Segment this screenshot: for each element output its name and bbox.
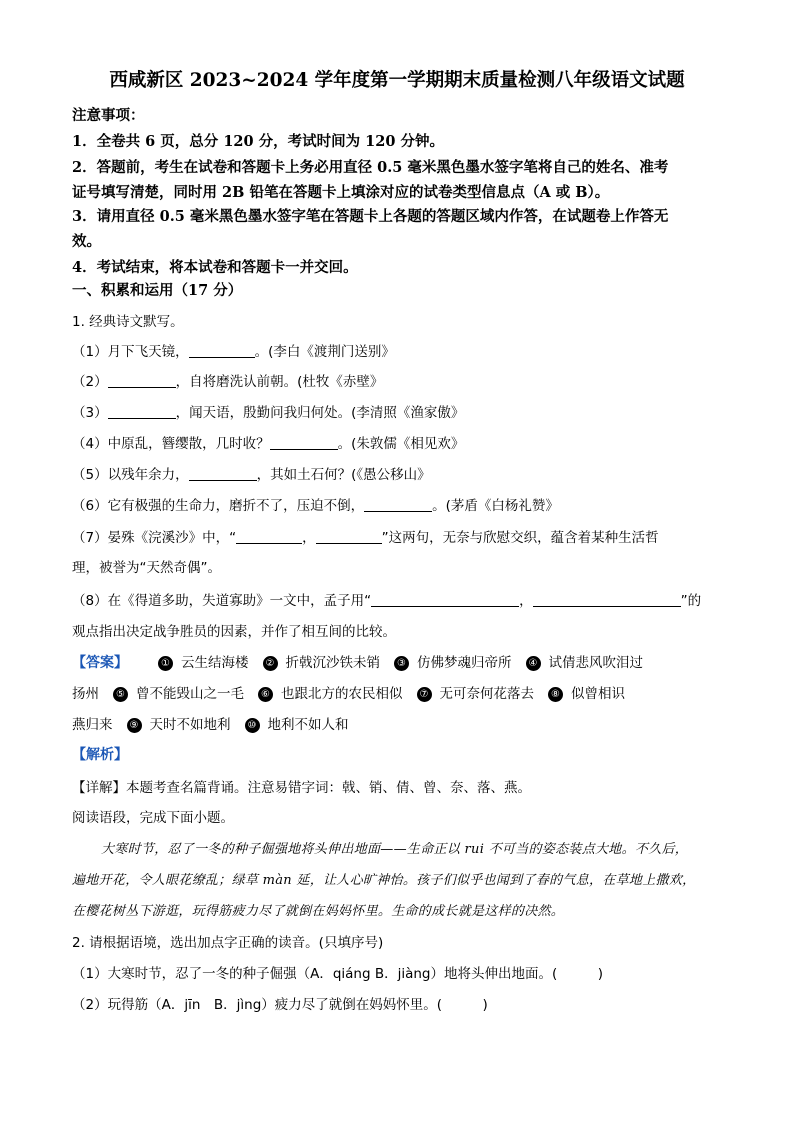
answer-item: 云生结海楼: [181, 655, 249, 671]
answer-blank[interactable]: [533, 592, 681, 607]
q1-line-8-rest: ”的: [680, 593, 702, 609]
answer-blank[interactable]: [371, 592, 519, 607]
passage-line-1: 大寒时节，忍了一冬的种子倔强地将头伸出地面——生命正以 rui 不可当的姿态装点大地。不久后，: [101, 842, 689, 857]
q1-line-1-text: （1）月下飞天镜，: [72, 344, 189, 360]
notice-item-4: 4．考试结束，将本试卷和答题卡一并交回。: [72, 259, 358, 276]
notice-item-3: 3．请用直径 0.5 毫米黑色墨水签字笔在答题卡上各题的答题区域内作答，在试题卷上作答无: [72, 208, 669, 225]
q1-line-7-cont: 理，被誉为“天然奇偶”。: [72, 560, 221, 576]
q1-line-4: [72, 432, 464, 452]
q1-line-7-text: （7）晏殊《浣溪沙》中，“: [72, 530, 237, 546]
answer-tag: 【答案】: [72, 655, 128, 671]
notice-item-2: 2．答题前，考生在试卷和答题卡上务必用直径 0.5 毫米黑色墨水签字笔将自己的姓名、准考: [72, 159, 669, 176]
answer-item: 燕归来: [72, 717, 113, 733]
q1-line-7: [72, 526, 659, 546]
passage-line-2: 遍地开花，令人眼花缭乱；绿草 màn 延，让人心旷神怡。孩子们似乎也闻到了春的气息，在草地上撒欢，: [72, 873, 696, 888]
answer-blank[interactable]: [236, 529, 302, 544]
q1-line-5: [72, 463, 431, 483]
q1-line-6: [72, 494, 559, 514]
number-badge: ⑥: [258, 687, 273, 702]
q1-line-6-source: 。(茅盾《白杨礼赞》: [432, 498, 559, 514]
q1-line-1: [72, 340, 395, 360]
q1-line-8: [72, 589, 701, 609]
page-title: 西咸新区 2023~2024 学年度第一学期期末质量检测八年级语文试题: [109, 70, 685, 91]
answer-blank[interactable]: [108, 404, 176, 419]
answer-blank[interactable]: [189, 343, 255, 358]
q1-line-4-text: （4）中原乱，簪缨散，几时收？: [72, 436, 270, 452]
q2-line-2: （2）玩得筋（A．jīn B．jìng）疲力尽了就倒在妈妈怀里。( ): [72, 997, 488, 1013]
q1-line-2-num: （2）: [72, 374, 108, 390]
question-2-stem: 2. 请根据语境，选出加点字正确的读音。(只填序号): [72, 935, 384, 951]
q1-line-8-cont: 观点指出决定战争胜员的因素，并作了相互间的比较。: [72, 624, 396, 640]
q1-line-2: [72, 370, 383, 390]
answer-item: 天时不如地利: [149, 717, 231, 733]
q1-line-3-text: ，闻天语，殷勤问我归何处。(李清照《渔家傲》: [175, 405, 465, 421]
q1-line-7-rest: ”这两句，无奈与欣慰交织，蕴含着某种生活哲: [381, 530, 659, 546]
q1-line-5-source: ，其如土石何？(《愚公移山》: [256, 467, 431, 483]
number-badge: ②: [263, 656, 278, 671]
answer-item: 仿佛梦魂归帝所: [417, 655, 512, 671]
q1-line-8-text: （8）在《得道多助，失道寡助》一文中，孟子用“: [72, 593, 372, 609]
answer-row-3: [72, 713, 349, 733]
answer-item: 试倩悲风吹泪过: [548, 655, 643, 671]
notice-item-1: 1．全卷共 6 页，总分 120 分，考试时间为 120 分钟。: [72, 133, 444, 150]
answer-blank[interactable]: [189, 466, 257, 481]
notice-heading: 注意事项：: [72, 107, 145, 124]
q1-line-4-source: 。(朱敦儒《相见欢》: [337, 436, 465, 452]
q1-line-3: [72, 401, 464, 421]
answer-blank[interactable]: [316, 529, 382, 544]
analysis-tag: 【解析】: [72, 747, 128, 763]
answer-item: 曾不能毁山之一毛: [136, 686, 244, 702]
q1-line-3-num: （3）: [72, 405, 108, 421]
answer-item: 也跟北方的农民相似: [281, 686, 403, 702]
number-badge: ⑩: [245, 718, 260, 733]
number-badge: ⑤: [113, 687, 128, 702]
answer-item: 无可奈何花落去: [439, 686, 534, 702]
q1-line-6-text: （6）它有极强的生命力，磨折不了，压迫不倒，: [72, 498, 365, 514]
answer-item: 扬州: [72, 686, 99, 702]
answer-row-2: [72, 682, 625, 702]
number-badge: ⑨: [127, 718, 142, 733]
notice-item-3-cont: 效。: [72, 233, 101, 250]
notice-item-2-cont: 证号填写清楚，同时用 2B 铅笔在答题卡上填涂对应的试卷类型信息点（A 或 B）。: [72, 184, 610, 201]
answer-item: 似曾相识: [571, 686, 625, 702]
answer-item: 地利不如人和: [267, 717, 349, 733]
q1-line-7-comma: ，: [302, 530, 316, 546]
number-badge: ③: [394, 656, 409, 671]
passage-line-3: 在樱花树丛下游逛，玩得筋疲力尽了就倒在妈妈怀里。生命的成长就是这样的决然。: [72, 904, 565, 919]
answer-row-1: [72, 651, 643, 672]
q1-line-8-comma: ，: [519, 593, 533, 609]
number-badge: ⑧: [548, 687, 563, 702]
answer-blank[interactable]: [108, 373, 176, 388]
question-1-stem: 1. 经典诗文默写。: [72, 314, 184, 330]
reading-intro: 阅读语段，完成下面小题。: [72, 810, 234, 826]
answer-item: 折戟沉沙铁未销: [285, 655, 380, 671]
analysis-line: [72, 744, 128, 764]
q1-line-1-source: 。(李白《渡荆门送别》: [254, 344, 395, 360]
number-badge: ①: [158, 656, 173, 671]
answer-blank[interactable]: [270, 435, 338, 450]
analysis-detail: 【详解】本题考查名篇背诵。注意易错字词：戟、销、倩、曾、奈、落、燕。: [72, 780, 531, 796]
section-heading: 一、积累和运用（17 分）: [72, 282, 243, 299]
number-badge: ④: [526, 656, 541, 671]
q1-line-2-text: ，自将磨洗认前朝。(杜牧《赤壁》: [175, 374, 384, 390]
q1-line-5-text: （5）以残年余力，: [72, 467, 189, 483]
q2-line-1: （1）大寒时节，忍了一冬的种子倔强（A．qiáng B．jiàng）地将头伸出地面。( ): [72, 966, 604, 982]
number-badge: ⑦: [417, 687, 432, 702]
answer-blank[interactable]: [364, 497, 432, 512]
